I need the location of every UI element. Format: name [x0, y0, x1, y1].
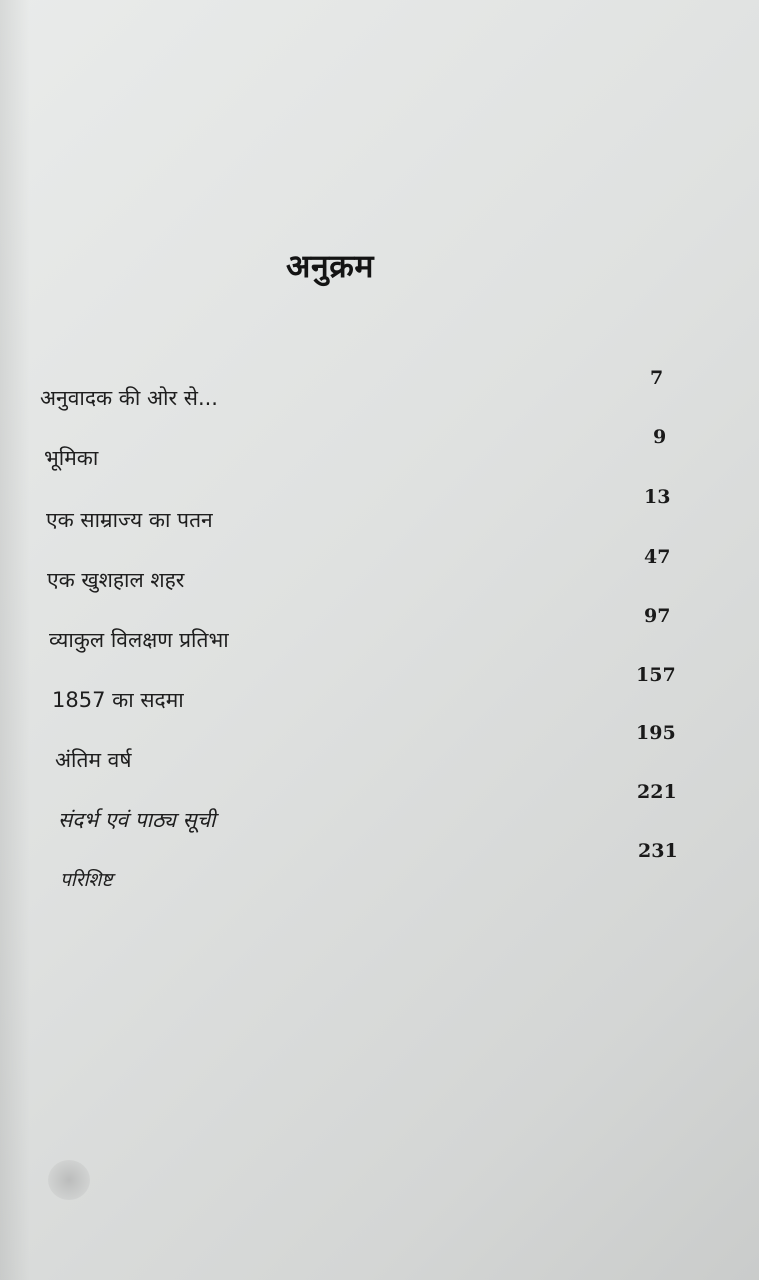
toc-entry — [58, 794, 698, 834]
toc-entry-page-number: 47 — [644, 546, 671, 568]
toc-entry-title: एक साम्राज्य का पतन — [46, 508, 213, 532]
toc-entry-page-number: 157 — [636, 664, 676, 686]
toc-entry-title: व्याकुल विलक्षण प्रतिभा — [49, 628, 229, 652]
toc-entry — [44, 432, 684, 472]
toc-entry-page-number: 97 — [644, 605, 671, 627]
toc-entry-title: अंतिम वर्ष — [55, 748, 132, 772]
page-title: अनुक्रम — [286, 247, 374, 285]
toc-entry-title: एक खुशहाल शहर — [47, 568, 185, 592]
toc-entry-title: अनुवादक की ओर से... — [40, 386, 218, 410]
toc-entry — [46, 494, 686, 534]
toc-entry-title: 1857 का सदमा — [52, 688, 184, 712]
toc-entry-page-number: 7 — [650, 367, 664, 389]
toc-entry-page-number: 195 — [636, 722, 676, 744]
toc-entry-title: भूमिका — [44, 446, 99, 470]
toc-entry-page-number: 9 — [653, 426, 667, 448]
toc-entry — [40, 372, 680, 412]
toc-entry — [55, 734, 695, 774]
toc-entry-title: परिशिष्ट — [60, 869, 113, 891]
page-shadow — [0, 0, 30, 1280]
toc-entry — [49, 614, 689, 654]
toc-entry-page-number: 13 — [644, 486, 671, 508]
toc-entry-page-number: 221 — [637, 781, 677, 803]
toc-entry — [60, 852, 700, 892]
page-stain — [48, 1160, 90, 1200]
toc-entry — [52, 674, 692, 714]
toc-entry-page-number: 231 — [638, 840, 678, 862]
toc-entry — [47, 554, 687, 594]
toc-entry-title: संदर्भ एवं पाठ्य सूची — [58, 808, 216, 832]
